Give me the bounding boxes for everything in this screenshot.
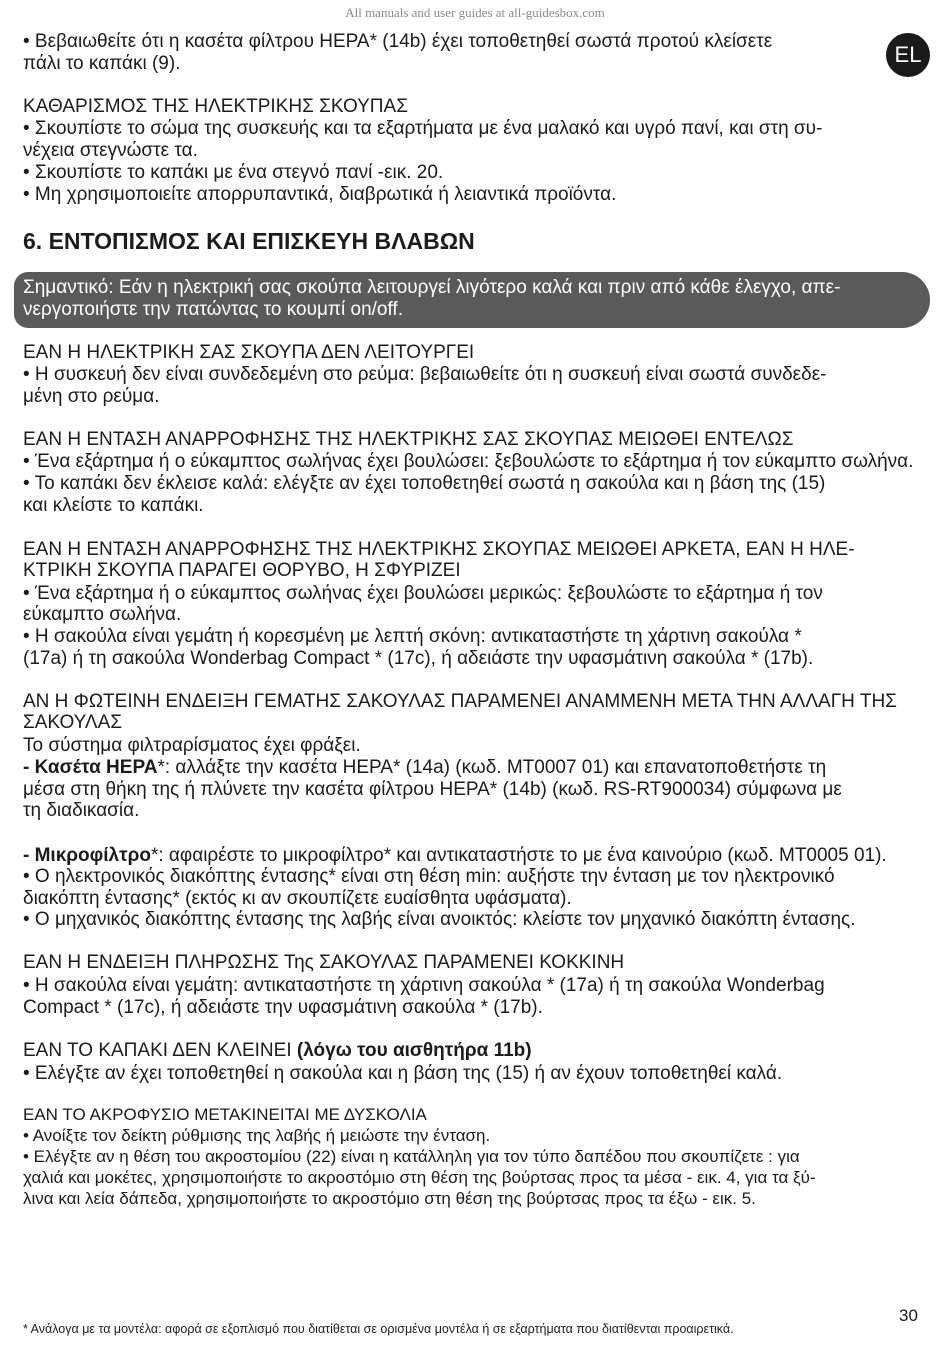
problem-line: • Η σακούλα είναι γεμάτη: αντικαταστήστε τη χάρτινη σακούλα * (17a) ή τη σακούλα Wonderbag [23, 975, 825, 996]
problem-heading: ΕΑΝ Η ΕΝΔΕΙΞΗ ΠΛΗΡΩΣΗΣ Της ΣΑΚΟΥΛΑΣ ΠΑΡΑΜΕΝΕΙ ΚΟΚΚΙΝΗ [23, 952, 625, 973]
footnote: * Ανάλογα με τα μοντέλα: αφορά σε εξοπλισμό που διατίθεται σε ορισμένα μοντέλα ή σε εξαρτήματα που διατίθενται προαιρετικά. [23, 1322, 734, 1336]
problem-line: εύκαμπτο σωλήνα. [23, 604, 182, 625]
problem-heading: ΑΝ Η ΦΩΤΕΙΝΗ ΕΝΔΕΙΞΗ ΓΕΜΑΤΗΣ ΣΑΚΟΥΛΑΣ ΠΑΡΑΜΕΝΕΙ ΑΝΑΜΜΕΝΗ ΜΕΤΑ ΤΗΝ ΑΛΛΑΓΗ ΤΗΣ [23, 691, 897, 712]
problem-heading: ΚΤΡΙΚΗ ΣΚΟΥΠΑ ΠΑΡΑΓΕΙ ΘΟΡΥΒΟ, Η ΣΦΥΡΙΖΕΙ [23, 560, 461, 581]
problem-heading: ΕΑΝ Η ΗΛΕΚΤΡΙΚΗ ΣΑΣ ΣΚΟΥΠΑ ΔΕΝ ΛΕΙΤΟΥΡΓΕΙ [23, 342, 475, 363]
problem-line: Το σύστημα φιλτραρίσματος έχει φράξει. [23, 735, 361, 756]
cleaning-line: • Μη χρησιμοποιείτε απορρυπαντικά, διαβρωτικά ή λειαντικά προϊόντα. [23, 184, 617, 205]
problem-line: • Ένα εξάρτημα ή ο εύκαμπτος σωλήνας έχει βουλώσει μερικώς: ξεβουλώστε το εξάρτημα ή τον [23, 583, 823, 604]
problem-heading [23, 1040, 532, 1062]
watermark-text: All manuals and user guides at all-guidesbox.com [345, 5, 605, 20]
problem-heading: ΕΑΝ ΤΟ ΑΚΡΟΦΥΣΙΟ ΜΕΤΑΚΙΝΕΙΤΑΙ ΜΕ ΔΥΣΚΟΛΙΑ [23, 1105, 427, 1124]
problem-line: μένη στο ρεύμα. [23, 386, 160, 407]
problem-line [23, 757, 826, 779]
problem-line: • Ελέγξτε αν η θέση του ακροστομίου (22) είναι η κατάλληλη για τον τύπο δαπέδου που σκουπίζετε : για [23, 1147, 800, 1166]
problem-line: τη διαδικασία. [23, 800, 140, 821]
cleaning-line: • Σκουπίστε το σώμα της συσκευής και τα εξαρτήματα με ένα μαλακό και υγρό πανί, και στη συ- [23, 118, 823, 139]
bold-label: - Κασέτα HEPA [23, 757, 158, 778]
problem-line: • Ένα εξάρτημα ή ο εύκαμπτος σωλήνας έχει βουλώσει: ξεβουλώστε το εξάρτημα ή τον εύκαμπτο σωλήνα. [23, 451, 914, 472]
line-text: *: αφαιρέστε το μικροφίλτρο* και αντικαταστήστε το με ένα καινούριο (κωδ. MT0005 01). [150, 845, 887, 866]
bold-label: - Μικροφίλτρο [23, 845, 151, 866]
problem-line: • Η συσκευή δεν είναι συνδεδεμένη στο ρεύμα: βεβαιωθείτε ότι η συσκευή είναι σωστά συνδεδε- [23, 364, 827, 385]
problem-line: • Η σακούλα είναι γεμάτη ή κορεσμένη με λεπτή σκόνη: αντικαταστήστε τη χάρτινη σακούλα * [23, 626, 802, 647]
problem-line: και κλείστε το καπάκι. [23, 495, 204, 516]
cleaning-heading: ΚΑΘΑΡΙΣΜΟΣ ΤΗΣ ΗΛΕΚΤΡΙΚΗΣ ΣΚΟΥΠΑΣ [23, 96, 408, 117]
problem-line: • Ο μηχανικός διακόπτης έντασης της λαβής είναι ανοικτός: κλείστε τον μηχανικό διακόπτη έντασης. [23, 909, 856, 930]
problem-line: (17a) ή τη σακούλα Wonderbag Compact * (17c), ή αδειάστε την υφασμάτινη σακούλα * (17b). [23, 648, 814, 669]
problem-heading: ΣΑΚΟΥΛΑΣ [23, 712, 123, 733]
problem-line: • Ο ηλεκτρονικός διακόπτης έντασης* είναι στη θέση min: αυξήστε την ένταση με τον ηλεκτρονικό [23, 866, 835, 887]
intro-line: πάλι το καπάκι (9). [23, 53, 181, 74]
page-number: 30 [899, 1306, 918, 1325]
intro-line: • Βεβαιωθείτε ότι η κασέτα φίλτρου HEPA* (14b) έχει τοποθετηθεί σωστά προτού κλείσετε [23, 31, 773, 52]
section-title: 6. ΕΝΤΟΠΙΣΜΟΣ ΚΑΙ ΕΠΙΣΚΕΥΗ ΒΛΑΒΩΝ [23, 228, 475, 254]
problem-line: • Ανοίξτε τον δείκτη ρύθμισης της λαβής ή μειώστε την ένταση. [23, 1126, 491, 1145]
cleaning-line: νέχεια στεγνώστε τα. [23, 140, 198, 161]
problem-heading: ΕΑΝ Η ΕΝΤΑΣΗ ΑΝΑΡΡΟΦΗΣΗΣ ΤΗΣ ΗΛΕΚΤΡΙΚΗΣ ΣΚΟΥΠΑΣ ΜΕΙΩΘΕΙ ΑΡΚΕΤΑ, ΕΑΝ Η ΗΛΕ- [23, 539, 855, 560]
cleaning-line: • Σκουπίστε το καπάκι με ένα στεγνό πανί -εικ. 20. [23, 162, 444, 183]
problem-line: • Το καπάκι δεν έκλεισε καλά: ελέγξτε αν έχει τοποθετηθεί σωστά η σακούλα και η βάση της (15) [23, 473, 826, 494]
problem-line [23, 845, 887, 867]
problem-heading: ΕΑΝ Η ΕΝΤΑΣΗ ΑΝΑΡΡΟΦΗΣΗΣ ΤΗΣ ΗΛΕΚΤΡΙΚΗΣ ΣΑΣ ΣΚΟΥΠΑΣ ΜΕΙΩΘΕΙ ΕΝΤΕΛΩΣ [23, 429, 794, 450]
problem-line: Compact * (17c), ή αδειάστε την υφασμάτινη σακούλα * (17b). [23, 997, 543, 1018]
problem-line: λινα και λεία δάπεδα, χρησιμοποιήστε το ακροστόμιο στη θέση της βούρτσας προς τα έξω - εικ. 5. [23, 1189, 756, 1208]
problem-line: χαλιά και μοκέτες, χρησιμοποιήστε το ακροστόμιο στη θέση της βούρτσας προς τα μέσα - εικ. 4, για τα ξύ- [23, 1168, 816, 1187]
notice-line: Σημαντικό: Εάν η ηλεκτρική σας σκούπα λειτουργεί λιγότερο καλά και πριν από κάθε έλεγχο, απε- [23, 277, 841, 298]
language-badge: EL [886, 33, 930, 77]
problem-line: μέσα στη θήκη της ή πλύνετε την κασέτα φίλτρου HEPA* (14b) (κωδ. RS-RT900034) σύμφωνα με [23, 779, 842, 800]
problem-line: διακόπτη έντασης* (εκτός κι αν σκουπίζετε ευαίσθητα υφάσματα). [23, 888, 572, 909]
notice-line: νεργοποιήστε την πατώντας το κουμπί on/off. [23, 299, 403, 320]
line-text: *: αλλάξτε την κασέτα HEPA* (14a) (κωδ. MT0007 01) και επανατοποθετήστε τη [157, 757, 827, 778]
bold-label: (λόγω του αισθητήρα 11b) [296, 1040, 532, 1061]
problem-line: • Ελέγξτε αν έχει τοποθετηθεί η σακούλα και η βάση της (15) ή αν έχουν τοποθετηθεί καλά. [23, 1063, 783, 1084]
heading-text: ΕΑΝ ΤΟ ΚΑΠΑΚΙ ΔΕΝ ΚΛΕΙΝΕΙ [23, 1040, 297, 1061]
